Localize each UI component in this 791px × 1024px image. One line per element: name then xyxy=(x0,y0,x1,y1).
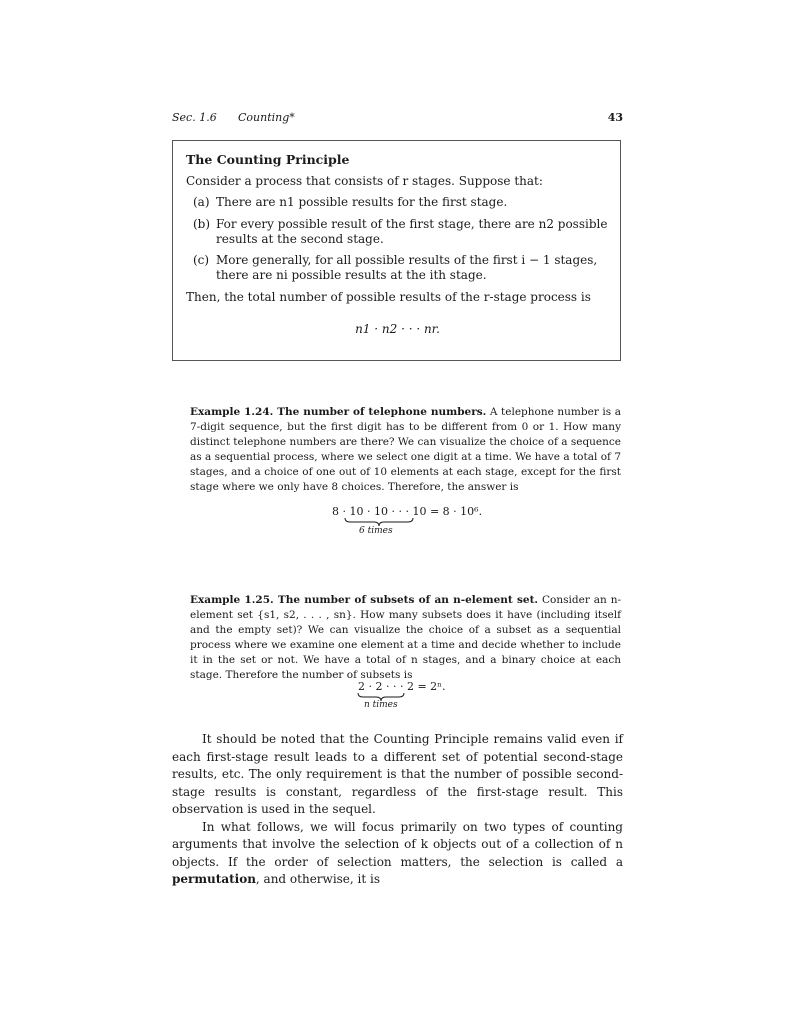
closing-paragraph-1: It should be noted that the Counting Principle remains valid even if each first-stage result leads to a different set of potential second-stage results, etc. The only requirement is that the number of possible second-stage results is constant, regardless of the first-stage result. This observation is used in the sequel. xyxy=(172,732,623,816)
box-intro: Consider a process that consists of r stages. Suppose that: xyxy=(186,174,543,188)
example-title: Example 1.25. The number of subsets of an n-element set. xyxy=(190,594,539,606)
item-text: More generally, for all possible results of the first i − 1 stages, there are ni possible results at the ith stage. xyxy=(216,253,598,282)
formula-tail: = 8 · 10⁶. xyxy=(429,505,483,518)
item-text: There are n1 possible results for the first stage. xyxy=(216,195,508,209)
item-text: For every possible result of the first stage, there are n2 possible results at the second stage. xyxy=(216,217,608,246)
formula-braced: 10 · 10 · · · 10 xyxy=(349,505,427,518)
paragraph-2-end: , and otherwise, it is xyxy=(255,872,381,886)
formula-lead: 8 · xyxy=(332,505,346,518)
example-title: Example 1.24. The number of telephone numbers. xyxy=(190,406,487,418)
page-number: 43 xyxy=(607,111,623,124)
formula-tail: = 2ⁿ. xyxy=(417,680,446,693)
closing-paragraph-2 xyxy=(172,819,623,889)
closing-text xyxy=(172,731,623,889)
product-formula: n1 · n2 · · · nr. xyxy=(355,322,440,336)
counting-principle-box xyxy=(172,140,621,361)
paragraph-2-start: In what follows, we will focus primarily on two types of counting arguments that involve the selection of k objects out of a collection of n objects. If the order of selection matters, the selection is called a xyxy=(172,819,623,869)
example-1-24 xyxy=(190,405,621,495)
item-label: (a) xyxy=(193,195,210,209)
example-1-25 xyxy=(190,593,621,683)
formula-braced: 2 · 2 · · · 2 xyxy=(358,680,414,693)
box-conclusion: Then, the total number of possible results of the r-stage process is xyxy=(186,290,591,304)
section-label: Sec. 1.6 xyxy=(172,111,217,124)
brace-label: 6 times xyxy=(359,526,393,536)
example-body: Consider an n-element set {s1, s2, . . . , sn}. How many subsets does it have (including itself and the empty set)? We can visualize the choice of a subset as a sequential process where we examine one element at a time and decide whether to include it in the set or not. We have a total of n stages, and a binary choice at each stage. Therefore the number of subsets is xyxy=(190,594,622,681)
example-body: A telephone number is a 7-digit sequence, but the first digit has to be different from 0 or 1. How many distinct telephone numbers are there? We can visualize the choice of a sequence as a sequential process, where we select one digit at a time. We have a total of 7 stages, and a choice of one out of 10 elements at each stage, except for the first stage where we only have 8 choices. Therefore, the answer is xyxy=(190,406,621,493)
item-label: (b) xyxy=(193,217,211,231)
chapter-label: Counting* xyxy=(238,111,295,124)
item-label: (c) xyxy=(193,253,210,267)
brace-label: n times xyxy=(364,700,398,710)
running-header xyxy=(172,111,623,127)
permutation-term: permutation xyxy=(172,872,256,886)
box-title: The Counting Principle xyxy=(186,152,350,167)
